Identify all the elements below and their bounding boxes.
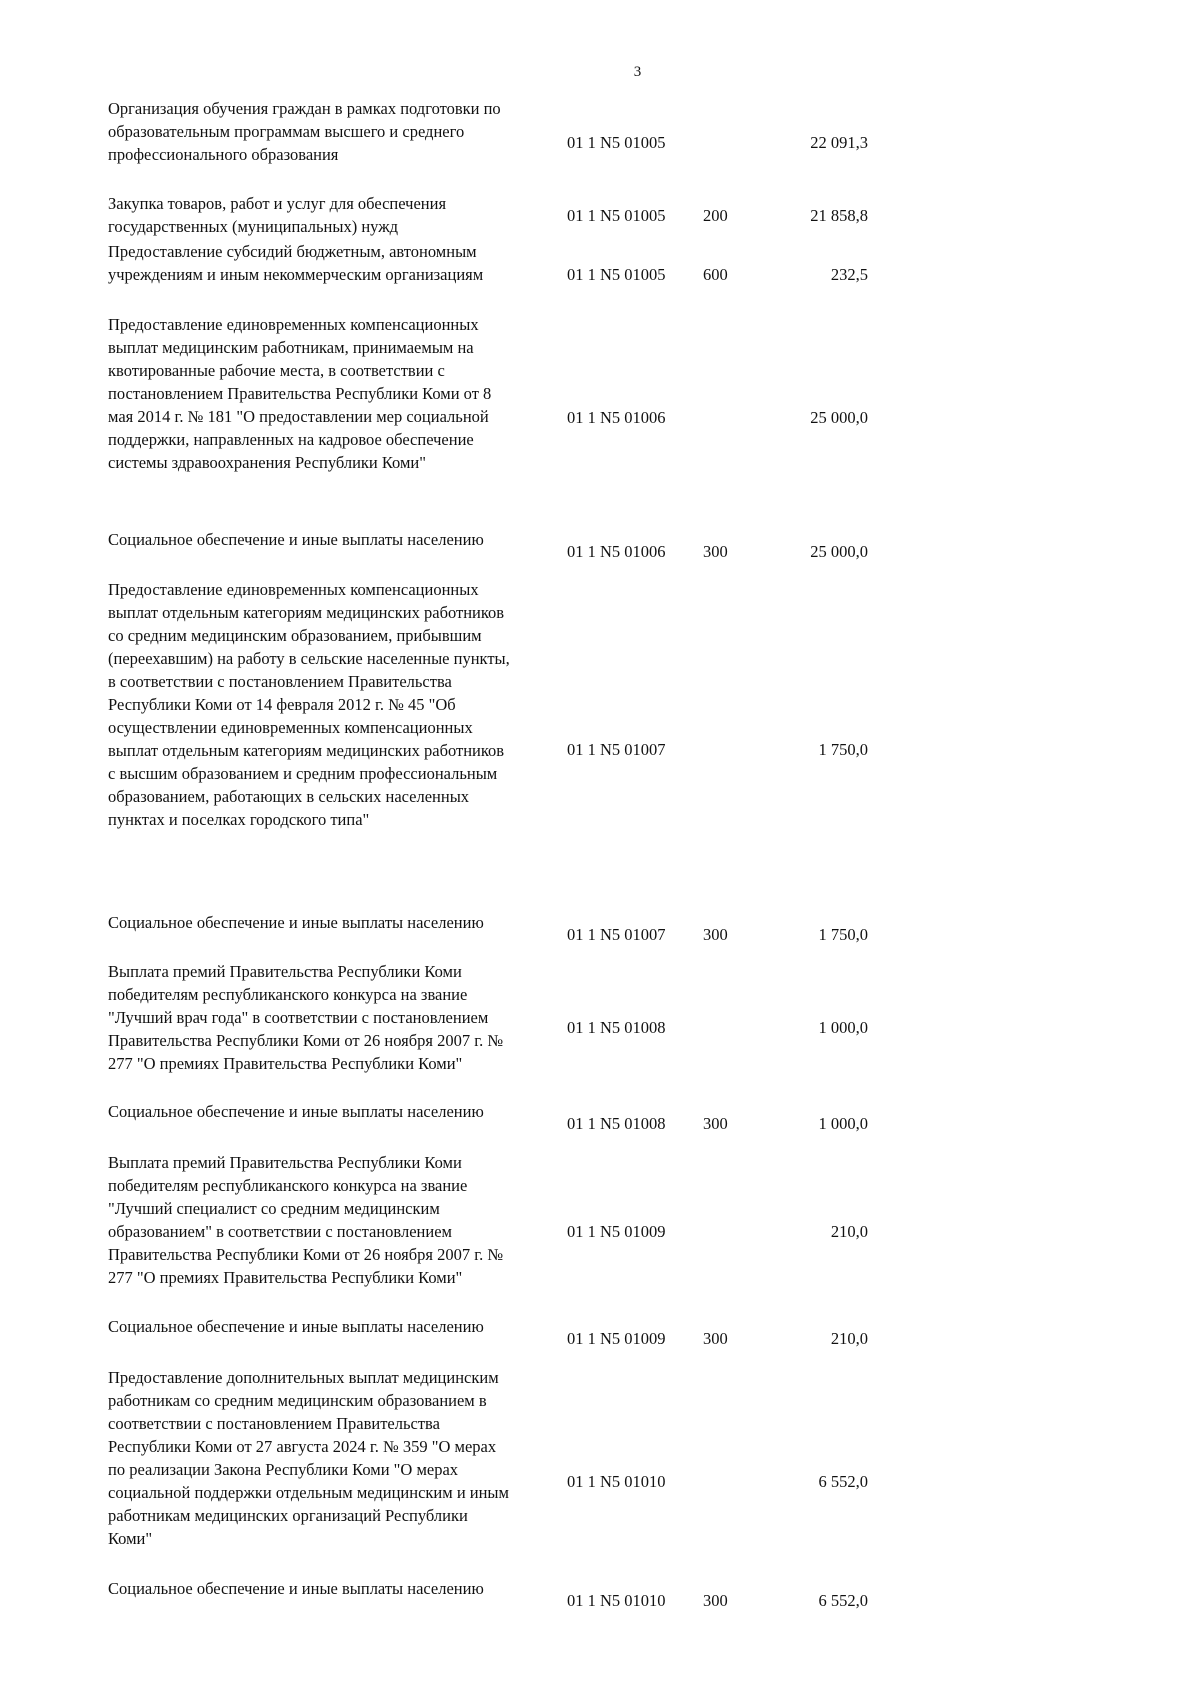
row-code: 01 1 N5 01008: [567, 1018, 666, 1037]
row-code: 01 1 N5 01008: [567, 1114, 666, 1133]
row-code: 01 1 N5 01005: [567, 133, 666, 152]
row-amount: 210,0: [830, 1222, 868, 1241]
row-code: 01 1 N5 01009: [567, 1329, 666, 1348]
row-amount: 25 000,0: [810, 408, 868, 427]
row-amount: 1 000,0: [818, 1114, 868, 1133]
row-description: Организация обучения граждан в рамках подготовки по образовательным программам высшего и среднего профессионального образования: [108, 99, 501, 164]
row-code: 01 1 N5 01005: [567, 265, 666, 284]
row-description: Закупка товаров, работ и услуг для обеспечения государственных (муниципальных) нужд: [108, 194, 447, 236]
row-code: 01 1 N5 01010: [567, 1591, 666, 1610]
row-amount: 22 091,3: [810, 133, 868, 152]
row-code: 01 1 N5 01006: [567, 408, 666, 427]
row-description: Выплата премий Правительства Республики Коми победителям республиканского конкурса на звание "Лучший специалист со средним медицинским образованием" в соответствии с постановлением Правительства Республики Коми от 26 ноября 2007 г. № 277 "О премиях Правительства Республики Коми": [108, 1153, 504, 1287]
row-description: Социальное обеспечение и иные выплаты населению: [108, 1317, 484, 1336]
row-code: 01 1 N5 01005: [567, 206, 666, 225]
row-expense-type: 300: [703, 542, 728, 561]
row-expense-type: 300: [703, 925, 728, 944]
row-description: Предоставление единовременных компенсационных выплат отдельным категориям медицинских работников со средним медицинским образованием, прибывшим (переехавшим) на работу в сельские населенные пункты, в соответствии с постановлением Правительства Республики Коми от 14 февраля 2012 г. № 45 "Об осуществлении единовременных компенсационных выплат отдельным категориям медицинских работников с высшим образованием и средним профессиональным образованием, работающих в сельских населенных пунктах и поселках городского типа": [108, 580, 510, 829]
row-description: Предоставление дополнительных выплат медицинским работникам со средним медицинским образованием в соответствии с постановлением Правительства Республики Коми от 27 августа 2024 г. № 359 "О мерах по реализации Закона Республики Коми "О мерах социальной поддержки отдельным медицинским и иным работникам медицинских организаций Республики Коми": [108, 1368, 509, 1548]
row-code: 01 1 N5 01010: [567, 1472, 666, 1491]
row-amount: 6 552,0: [818, 1472, 868, 1491]
row-amount: 6 552,0: [818, 1591, 868, 1610]
row-description: Социальное обеспечение и иные выплаты населению: [108, 530, 484, 549]
row-code: 01 1 N5 01007: [567, 925, 666, 944]
page-number: 3: [633, 64, 642, 80]
row-expense-type: 200: [703, 206, 728, 225]
row-code: 01 1 N5 01009: [567, 1222, 666, 1241]
row-description: Выплата премий Правительства Республики Коми победителям республиканского конкурса на звание "Лучший врач года" в соответствии с постановлением Правительства Республики Коми от 26 ноября 2007 г. № 277 "О премиях Правительства Республики Коми": [108, 962, 504, 1073]
row-amount: 1 000,0: [818, 1018, 868, 1037]
row-description: Социальное обеспечение и иные выплаты населению: [108, 1102, 484, 1121]
row-description: Предоставление единовременных компенсационных выплат медицинским работникам, принимаемым на квотированные рабочие места, в соответствии с постановлением Правительства Республики Коми от 8 мая 2014 г. № 181 "О предоставлении мер социальной поддержки, направленных на кадровое обеспечение системы здравоохранения Республики Коми": [108, 315, 492, 472]
row-expense-type: 300: [703, 1591, 728, 1610]
row-description: Социальное обеспечение и иные выплаты населению: [108, 913, 484, 932]
row-expense-type: 300: [703, 1114, 728, 1133]
row-expense-type: 300: [703, 1329, 728, 1348]
row-description: Социальное обеспечение и иные выплаты населению: [108, 1579, 484, 1598]
row-amount: 21 858,8: [810, 206, 868, 225]
row-amount: 210,0: [830, 1329, 868, 1348]
row-code: 01 1 N5 01007: [567, 740, 666, 759]
row-amount: 25 000,0: [810, 542, 868, 561]
row-amount: 1 750,0: [818, 740, 868, 759]
row-amount: 1 750,0: [818, 925, 868, 944]
row-description: Предоставление субсидий бюджетным, автономным учреждениям и иным некоммерческим организациям: [108, 242, 484, 284]
row-amount: 232,5: [830, 265, 868, 284]
row-expense-type: 600: [703, 265, 728, 284]
row-code: 01 1 N5 01006: [567, 542, 666, 561]
